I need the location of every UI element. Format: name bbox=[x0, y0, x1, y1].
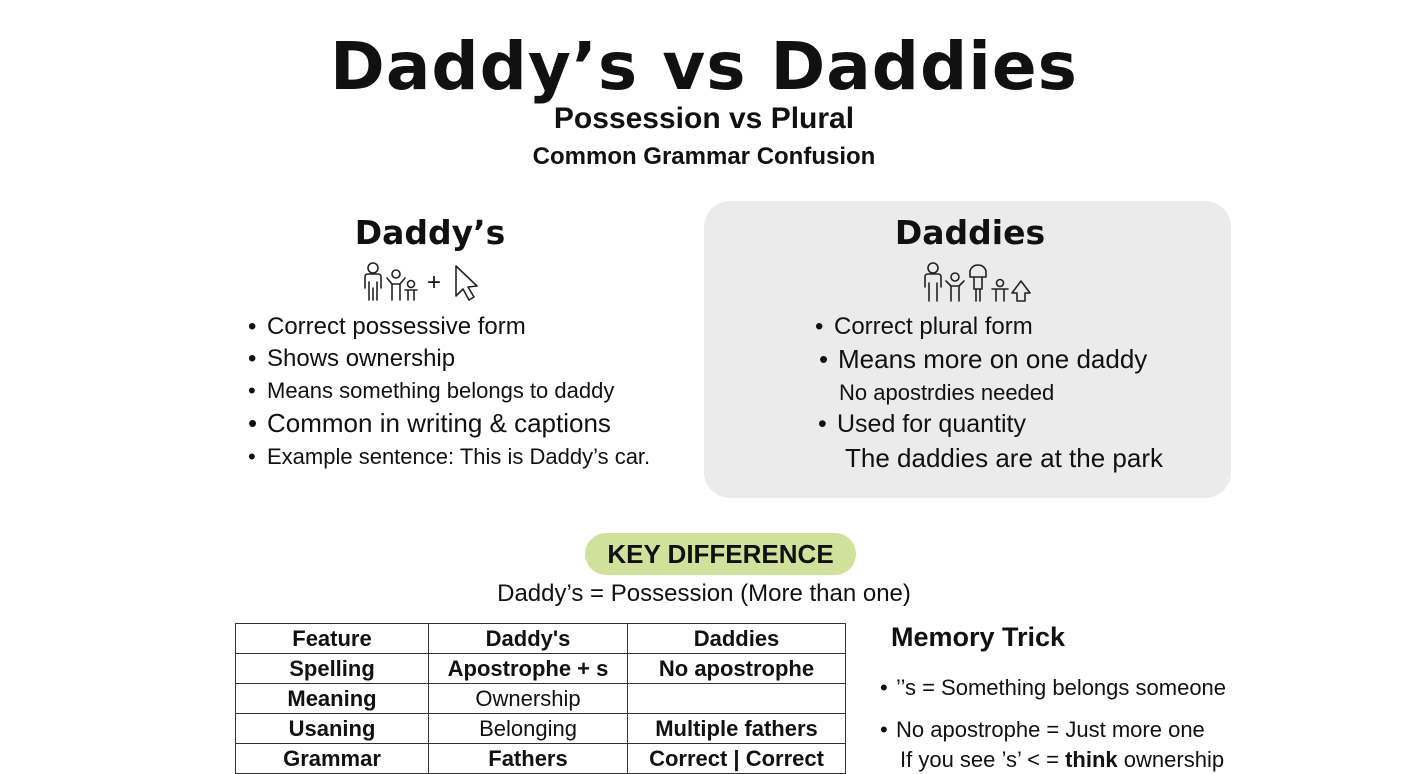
key-difference-badge: KEY DIFFERENCE bbox=[585, 533, 856, 575]
key-difference-description: Daddy’s = Possession (More than one) bbox=[497, 580, 911, 607]
possessive-icon-row bbox=[360, 260, 490, 306]
plural-icon-row bbox=[922, 261, 1042, 307]
svg-text:+: + bbox=[427, 269, 442, 296]
memory-trick-item: If you see ’s’ < = think ownership bbox=[900, 747, 1225, 772]
table-cell: Belonging bbox=[429, 714, 628, 744]
adult-figure-icon bbox=[970, 265, 986, 301]
table-header-row bbox=[236, 624, 846, 654]
plural-bullet: • Used for quantity bbox=[818, 410, 1026, 438]
table-row bbox=[236, 714, 846, 744]
table-row bbox=[236, 684, 846, 714]
table-cell: Grammar bbox=[236, 744, 429, 774]
table-row bbox=[236, 654, 846, 684]
plural-note: No apostrdies needed bbox=[839, 380, 1055, 405]
table-header: Daddy's bbox=[429, 624, 628, 654]
table-cell: Fathers bbox=[429, 744, 628, 774]
memory-trick-item: • ’’s = Something belongs someone bbox=[880, 675, 1227, 700]
table-header: Feature bbox=[236, 624, 429, 654]
memory-trick-heading: Memory Trick bbox=[891, 622, 1066, 652]
possessive-bullet: • Example sentence: This is Daddy’s car. bbox=[248, 444, 651, 469]
possessive-heading: Daddy’s bbox=[354, 213, 506, 252]
table-cell: No apostrophe bbox=[628, 654, 846, 684]
adult-figure-icon bbox=[925, 263, 941, 301]
table-row bbox=[236, 744, 846, 774]
table-cell: Apostrophe + s bbox=[429, 654, 628, 684]
plural-bullet: • Means more on one daddy bbox=[819, 344, 1148, 374]
adult-figure-icon bbox=[365, 263, 381, 300]
child-figure-icon bbox=[387, 270, 405, 300]
cursor-arrow-icon bbox=[456, 266, 477, 300]
small-child-figure-icon bbox=[405, 281, 417, 301]
table-cell: Multiple fathers bbox=[628, 714, 846, 744]
plural-heading: Daddies bbox=[894, 213, 1046, 252]
page-subtitle: Possession vs Plural bbox=[553, 102, 855, 135]
page-tagline: Common Grammar Confusion bbox=[532, 143, 876, 170]
table-cell: Usaning bbox=[236, 714, 429, 744]
plus-icon bbox=[427, 269, 441, 296]
possessive-bullet: • Common in writing & captions bbox=[248, 408, 611, 438]
possessive-panel bbox=[200, 200, 700, 500]
plural-panel bbox=[704, 201, 1231, 498]
table-header: Daddies bbox=[628, 624, 846, 654]
possessive-bullet: • Correct possessive form bbox=[248, 313, 526, 340]
table-cell: Spelling bbox=[236, 654, 429, 684]
memory-trick-item: • No apostrophe = Just more one bbox=[880, 717, 1205, 742]
table-cell bbox=[628, 684, 846, 714]
table-cell: Ownership bbox=[429, 684, 628, 714]
possessive-bullet: • Means something belongs to daddy bbox=[248, 378, 615, 403]
page-title: Daddy’s vs Daddies bbox=[330, 28, 1078, 105]
possessive-bullet: • Shows ownership bbox=[248, 345, 456, 372]
comparison-table bbox=[235, 623, 846, 774]
child-figure-icon bbox=[946, 273, 964, 301]
plural-bullet: • Correct plural form bbox=[815, 313, 1033, 340]
table-cell: Meaning bbox=[236, 684, 429, 714]
arrow-up-icon bbox=[1012, 281, 1030, 301]
child-figure-icon bbox=[992, 280, 1008, 302]
table-cell: Correct | Correct bbox=[628, 744, 846, 774]
plural-example: The daddies are at the park bbox=[845, 443, 1163, 473]
